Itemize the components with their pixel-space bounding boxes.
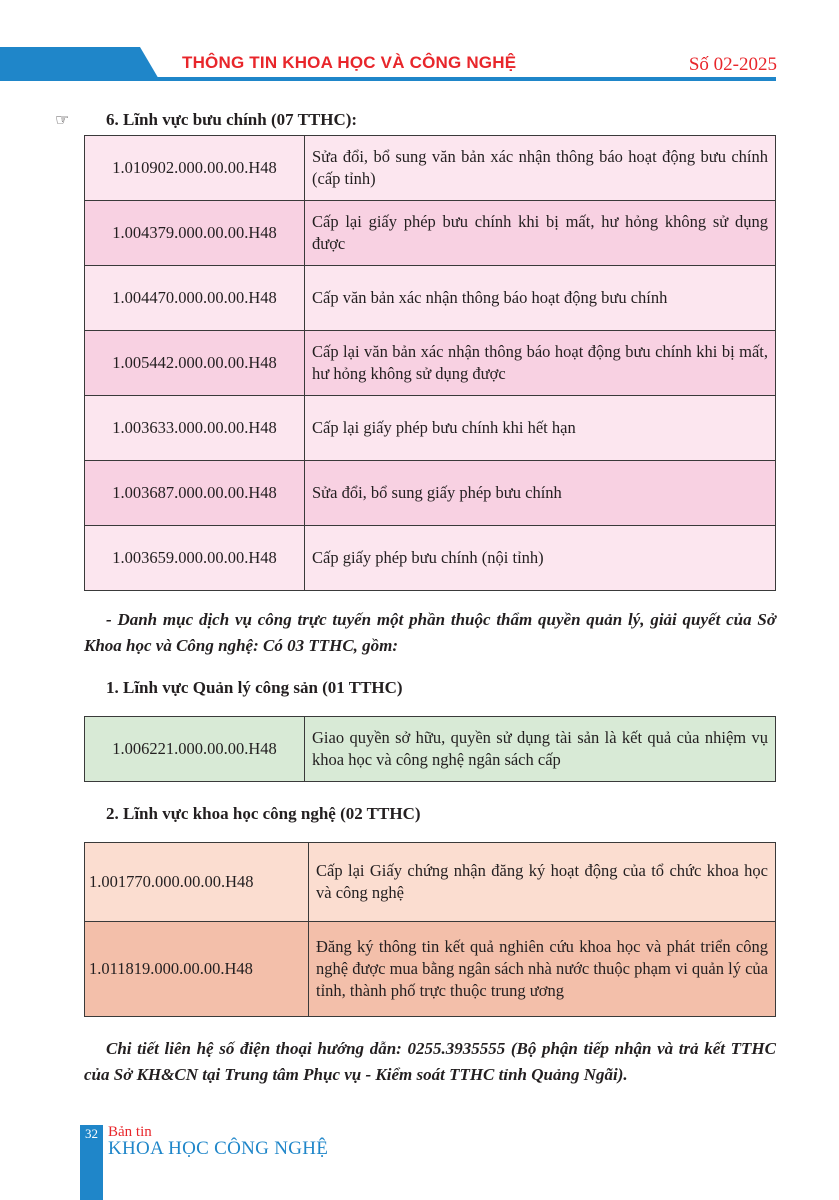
page-number: 32 xyxy=(85,1126,98,1141)
procedure-description: Sửa đổi, bổ sung văn bản xác nhận thông báo hoạt động bưu chính (cấp tỉnh) xyxy=(305,136,776,201)
table-row xyxy=(85,201,776,266)
table-row xyxy=(85,396,776,461)
postal-procedures-table xyxy=(84,135,776,591)
procedure-code: 1.003659.000.00.00.H48 xyxy=(85,526,305,591)
procedure-description: Sửa đổi, bổ sung giấy phép bưu chính xyxy=(305,461,776,526)
table-row xyxy=(85,922,776,1017)
page-header xyxy=(0,0,839,90)
table-row xyxy=(85,461,776,526)
table-row xyxy=(85,136,776,201)
pointing-hand-icon: ☞ xyxy=(55,110,70,129)
procedure-code: 1.004379.000.00.00.H48 xyxy=(85,201,305,266)
procedure-description: Cấp lại văn bản xác nhận thông báo hoạt động bưu chính khi bị mất, hư hỏng không sử dụng được xyxy=(305,331,776,396)
procedure-code: 1.006221.000.00.00.H48 xyxy=(85,717,305,782)
header-rule xyxy=(150,77,776,81)
header-blue-band xyxy=(0,47,160,81)
procedure-description: Cấp lại giấy phép bưu chính khi bị mất, hư hỏng không sử dụng được xyxy=(305,201,776,266)
table-row xyxy=(85,331,776,396)
table-row xyxy=(85,526,776,591)
table-row xyxy=(85,843,776,922)
header-title: THÔNG TIN KHOA HỌC VÀ CÔNG NGHỆ xyxy=(182,53,517,72)
procedure-code: 1.011819.000.00.00.H48 xyxy=(85,922,309,1017)
science-procedures-table xyxy=(84,842,776,1017)
procedure-code: 1.005442.000.00.00.H48 xyxy=(85,331,305,396)
procedure-description: Cấp giấy phép bưu chính (nội tỉnh) xyxy=(305,526,776,591)
intro-paragraph: - Danh mục dịch vụ công trực tuyến một phần thuộc thẩm quyền quản lý, giải quyết của Sở Khoa học và Công nghệ: Có 03 TTHC, gồm: xyxy=(84,610,776,655)
procedure-description: Cấp văn bản xác nhận thông báo hoạt động bưu chính xyxy=(305,266,776,331)
section6-heading: 6. Lĩnh vực bưu chính (07 TTHC): xyxy=(106,110,358,129)
science-heading: 2. Lĩnh vực khoa học công nghệ (02 TTHC) xyxy=(106,804,421,823)
procedure-description: Cấp lại Giấy chứng nhận đăng ký hoạt động của tổ chức khoa học và công nghệ xyxy=(309,843,776,922)
procedure-code: 1.004470.000.00.00.H48 xyxy=(85,266,305,331)
procedure-code: 1.003633.000.00.00.H48 xyxy=(85,396,305,461)
procedure-description: Giao quyền sở hữu, quyền sử dụng tài sản là kết quả của nhiệm vụ khoa học và công nghệ ngân sách cấp xyxy=(305,717,776,782)
public-assets-heading: 1. Lĩnh vực Quản lý công sản (01 TTHC) xyxy=(106,678,403,697)
procedure-code: 1.003687.000.00.00.H48 xyxy=(85,461,305,526)
footer-small-label: Bản tin xyxy=(108,1124,152,1140)
procedure-code: 1.010902.000.00.00.H48 xyxy=(85,136,305,201)
contact-paragraph: Chi tiết liên hệ số điện thoại hướng dẫn: 0255.3935555 (Bộ phận tiếp nhận và trả kết TTHC của Sở KH&CN tại Trung tâm Phục vụ - Kiểm soát TTHC tỉnh Quảng Ngãi). xyxy=(84,1039,776,1084)
table-row xyxy=(85,266,776,331)
header-issue-number: Số 02-2025 xyxy=(688,54,777,75)
public-assets-table xyxy=(84,716,776,782)
procedure-description: Cấp lại giấy phép bưu chính khi hết hạn xyxy=(305,396,776,461)
procedure-description: Đăng ký thông tin kết quả nghiên cứu khoa học và phát triển công nghệ được mua bằng ngân sách nhà nước thuộc phạm vi quản lý của tỉnh, thành phố trực thuộc trung ương xyxy=(309,922,776,1017)
table-row xyxy=(85,717,776,782)
procedure-code: 1.001770.000.00.00.H48 xyxy=(85,843,309,922)
footer-publication-name: KHOA HỌC CÔNG NGHỆ xyxy=(108,1138,329,1159)
